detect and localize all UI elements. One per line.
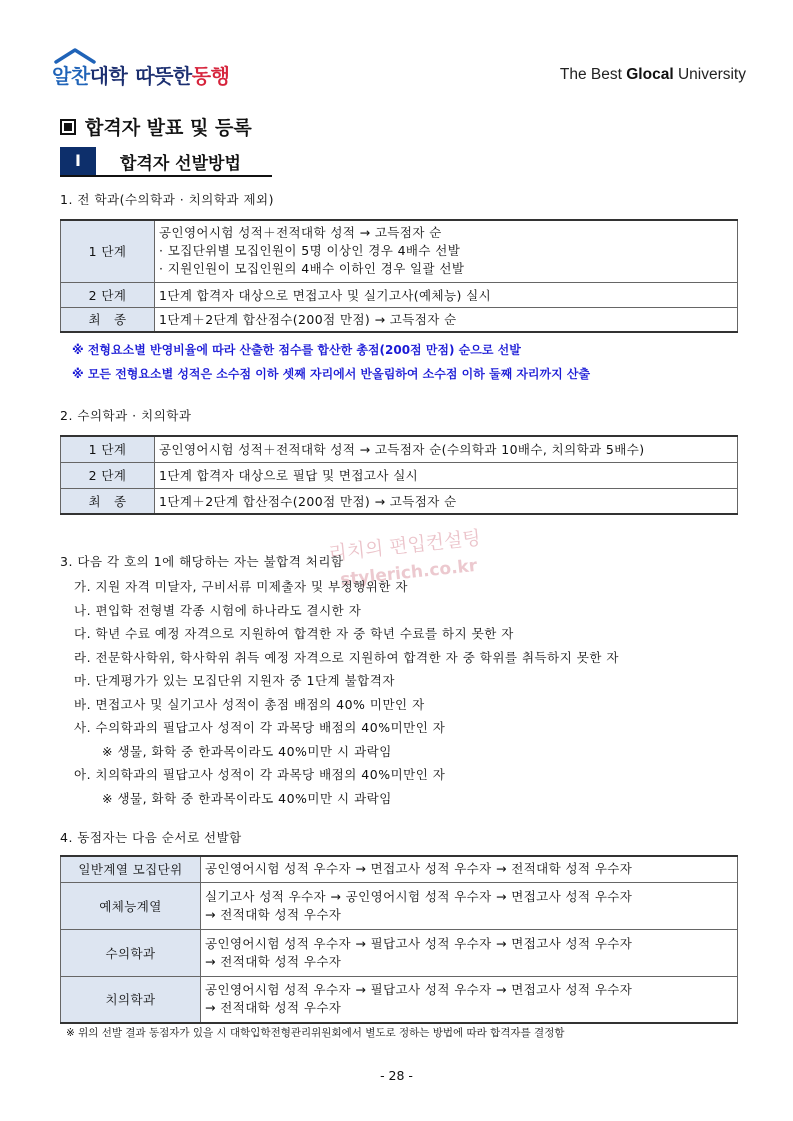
list-item: 다. 학년 수료 예정 자격으로 지원하여 합격한 자 중 학년 수료를 하지 못한 자 [74,626,514,641]
tagline-pre: The Best [559,66,627,83]
row-label: 치의학과 [61,976,201,1023]
row-label: 최 종 [61,488,155,514]
square-bullet-icon [60,119,76,135]
part4-heading: 4. 동점자는 다음 순서로 선발함 [60,830,242,845]
table-row [61,929,738,976]
table-row [61,462,738,488]
list-item-note: ※ 생물, 화학 중 한과목이라도 40%미만 시 과락임 [102,744,392,759]
row-content [155,220,738,282]
logo-word-3: 따뜻한 [135,64,192,88]
note-line: ※ 전형요소별 반영비율에 따라 산출한 점수를 합산한 총점(200점 만점) 순으로 선발 [72,343,521,357]
note-line: ※ 모든 전형요소별 성적은 소수점 이하 셋째 자리에서 반올림하여 소수점 이하 둘째 자리까지 산출 [72,367,591,381]
row-label: 2 단계 [61,462,155,488]
row-label: 일반계열 모집단위 [61,856,201,882]
row-content [201,929,738,976]
part3-heading: 3. 다음 각 호의 1에 해당하는 자는 불합격 처리함 [60,554,344,569]
row-label: 1 단계 [61,220,155,282]
university-logo [50,48,310,90]
page-header [50,48,750,90]
content-line: 공인영어시험 성적 우수자 → 면접고사 성적 우수자 → 전적대학 성적 우수자 [205,861,633,877]
row-content [201,856,738,882]
row-label: 예체능계열 [61,882,201,929]
content-line: → 전적대학 성적 우수자 [205,906,342,922]
list-item: 마. 단계평가가 있는 모집단위 지원자 중 1단계 불합격자 [74,673,395,688]
list-item: 라. 전문학사학위, 학사학위 취득 예정 자격으로 지원하여 합격한 자 중 학위를 취득하지 못한 자 [74,650,619,665]
tagline-bold: Glocal [626,66,674,83]
part1-heading: 1. 전 학과(수의학과 · 치의학과 제외) [60,192,274,207]
part2-table [60,435,738,515]
list-item-note: ※ 생물, 화학 중 한과목이라도 40%미만 시 과락임 [102,791,392,806]
subsection-header [60,147,272,177]
table-row [61,436,738,462]
content-line: 공인영어시험 성적＋전적대학 성적 → 고득점자 순 [159,225,442,241]
logo-word-4: 동행 [191,64,230,88]
content-line: 실기고사 성적 우수자 → 공인영어시험 성적 우수자 → 면접고사 성적 우수자 [205,888,633,904]
list-item: 가. 지원 자격 미달자, 구비서류 미제출자 및 부정행위한 자 [74,579,408,594]
list-item: 아. 치의학과의 필답고사 성적이 각 과목당 배점의 40%미만인 자 [74,767,446,782]
logo-word-2: 대학 [89,64,128,88]
row-content: 1단계 합격자 대상으로 필답 및 면접고사 실시 [155,462,738,488]
row-label: 최 종 [61,307,155,332]
subsection-number-badge: I [60,147,96,175]
table-row [61,976,738,1023]
table-row [61,882,738,929]
content-line: · 모집단위별 모집인원이 5명 이상인 경우 4배수 선발 [159,243,461,259]
table-row [61,488,738,514]
row-content [201,882,738,929]
row-label: 수의학과 [61,929,201,976]
row-content: 공인영어시험 성적＋전적대학 성적 → 고득점자 순(수의학과 10배수, 치의학과 5배수) [155,436,738,462]
row-content: 1단계＋2단계 합산점수(200점 만점) → 고득점자 순 [155,307,738,332]
table-row [61,282,738,307]
watermark-line-1: 리치의 편입컨설팅 [327,527,482,565]
subsection-title: 합격자 선발방법 [120,154,241,174]
content-line: → 전적대학 성적 우수자 [205,1000,342,1016]
tiebreak-footnote: ※ 위의 선발 결과 동점자가 있을 시 대학입학전형관리위원회에서 별도로 정하는 방법에 따라 합격자를 결정함 [66,1027,565,1039]
tagline-post: University [673,66,746,83]
part1-table [60,219,738,333]
content-line: 공인영어시험 성적 우수자 → 필답고사 성적 우수자 → 면접고사 성적 우수자 [205,935,633,951]
section-title [60,113,252,140]
university-tagline [560,66,746,84]
subsection-underline [60,175,272,177]
list-item: 바. 면접고사 및 실기고사 성적이 총점 배점의 40% 미만인 자 [74,697,425,712]
content-line: · 지원인원이 모집인원의 4배수 이하인 경우 일괄 선발 [159,261,465,277]
table-row [61,856,738,882]
logo-slogan [52,60,229,89]
row-content: 1단계 합격자 대상으로 면접고사 및 실기고사(예체능) 실시 [155,282,738,307]
table-row [61,307,738,332]
row-label: 2 단계 [61,282,155,307]
row-label: 1 단계 [61,436,155,462]
content-line: 공인영어시험 성적 우수자 → 필답고사 성적 우수자 → 면접고사 성적 우수자 [205,982,633,998]
list-item: 나. 편입학 전형별 각종 시험에 하나라도 결시한 자 [74,603,362,618]
watermark-line-2: stylerich.co.kr [339,555,479,591]
part4-table [60,855,738,1024]
section-title-text: 합격자 발표 및 등록 [85,117,252,139]
page-number: - 28 - [380,1068,413,1083]
part2-heading: 2. 수의학과 · 치의학과 [60,408,192,423]
list-item: 사. 수의학과의 필답고사 성적이 각 과목당 배점의 40%미만인 자 [74,720,446,735]
row-content: 1단계＋2단계 합산점수(200점 만점) → 고득점자 순 [155,488,738,514]
row-content [201,976,738,1023]
table-row [61,220,738,282]
content-line: → 전적대학 성적 우수자 [205,953,342,969]
logo-word-1: 알찬 [52,64,90,88]
